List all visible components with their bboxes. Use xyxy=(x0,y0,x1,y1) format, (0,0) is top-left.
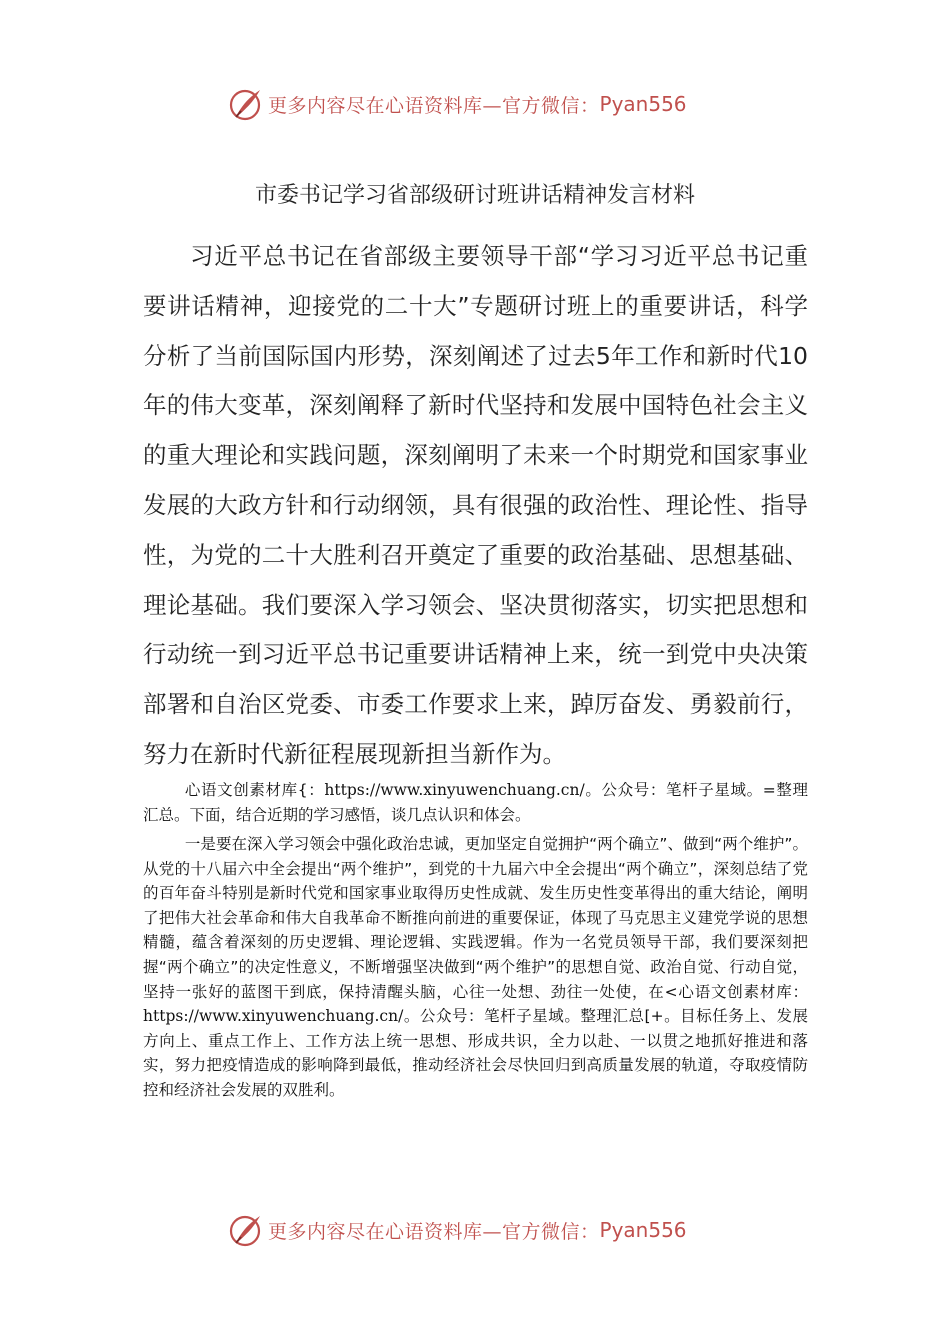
source-link[interactable]: https://www.xinyuwenchuang.cn/ xyxy=(143,1007,404,1026)
paragraph-text: 心语文创素材库{： xyxy=(184,781,325,799)
banner-wechat-id: Pyan556 xyxy=(599,1218,687,1242)
quill-pen-logo-icon xyxy=(228,86,264,122)
banner-text: 更多内容尽在心语资料库—官方微信： xyxy=(268,1220,600,1243)
banner-wechat-id: Pyan556 xyxy=(599,92,687,116)
paragraph-text: 一是要在深入学习领会中强化政治忠诚，更加坚定自觉拥护“两个确立”、做到“两个维护”。从党的十八届六中全会提出“两个维护”，到党的十九届六中全会提出“两个确立”，深刻总结了党的百年奋斗特别是新时代党和国家事业取得历史性成就、发生历史性变革得出的重大结论，阐明了把伟大社会革命和伟大自我革命不断推向前进的重要保证，体现了马克思主义建党学说的思想精髓，蕴含着深刻的历史逻辑、理论逻辑、实践逻辑。作为一名党员领导干部，我们要深刻把握“两个确立”的决定性意义，不断增强坚决做到“两个维护”的思想自觉、政治自觉、行动自觉，坚持一张好的蓝图干到底，保持清醒头脑，心往一处想、劲往一处使，在<心语文创素材库： xyxy=(143,835,808,1001)
document-title: 市委书记学习省部级研讨班讲话精神发言材料 xyxy=(254,183,695,208)
paragraph-text: 。公众号：笔杆子星域。=整理汇总。下面，结合近期的学习感悟，谈几点认识和体会。 xyxy=(143,781,808,824)
lead-paragraph: 习近平总书记在省部级主要领导干部“学习习近平总书记重要讲话精神，迎接党的二十大”专题研讨班上的重要讲话，科学分析了当前国际国内形势，深刻阐述了过去5年工作和新时代10年的伟大变革，深刻阐释了新时代坚持和发展中国特色社会主义的重大理论和实践问题，深刻阐明了未来一个时期党和国家事业发展的大政方针和行动纲领，具有很强的政治性、理论性、指导性，为党的二十大胜利召开奠定了重要的政治基础、思想基础、理论基础。我们要深入学习领会、坚决贯彻落实，切实把思想和行动统一到习近平总书记重要讲话精神上来，统一到党中央决策部署和自治区党委、市委工作要求上来，踔厉奋发、勇毅前行，努力在新时代新征程展现新担当新作为。 xyxy=(143,242,808,768)
body-paragraph-2 xyxy=(143,832,808,1103)
source-link[interactable]: https://www.xinyuwenchuang.cn/ xyxy=(324,781,585,799)
banner-text: 更多内容尽在心语资料库—官方微信： xyxy=(268,94,600,117)
quill-pen-logo-icon xyxy=(228,1212,264,1248)
header-banner xyxy=(228,86,788,122)
footer-banner xyxy=(228,1212,788,1248)
paragraph-text: 。公众号：笔杆子星域。整理汇总[+。目标任务上、发展方向上、重点工作上、工作方法上统一思想、形成共识，全力以赴、一以贯之地抓好推进和落实，努力把疫情造成的影响降到最低，推动经济社会尽快回归到高质量发展的轨道，夺取疫情防控和经济社会发展的双胜利。 xyxy=(143,1007,808,1099)
body-paragraph-1 xyxy=(143,778,808,827)
